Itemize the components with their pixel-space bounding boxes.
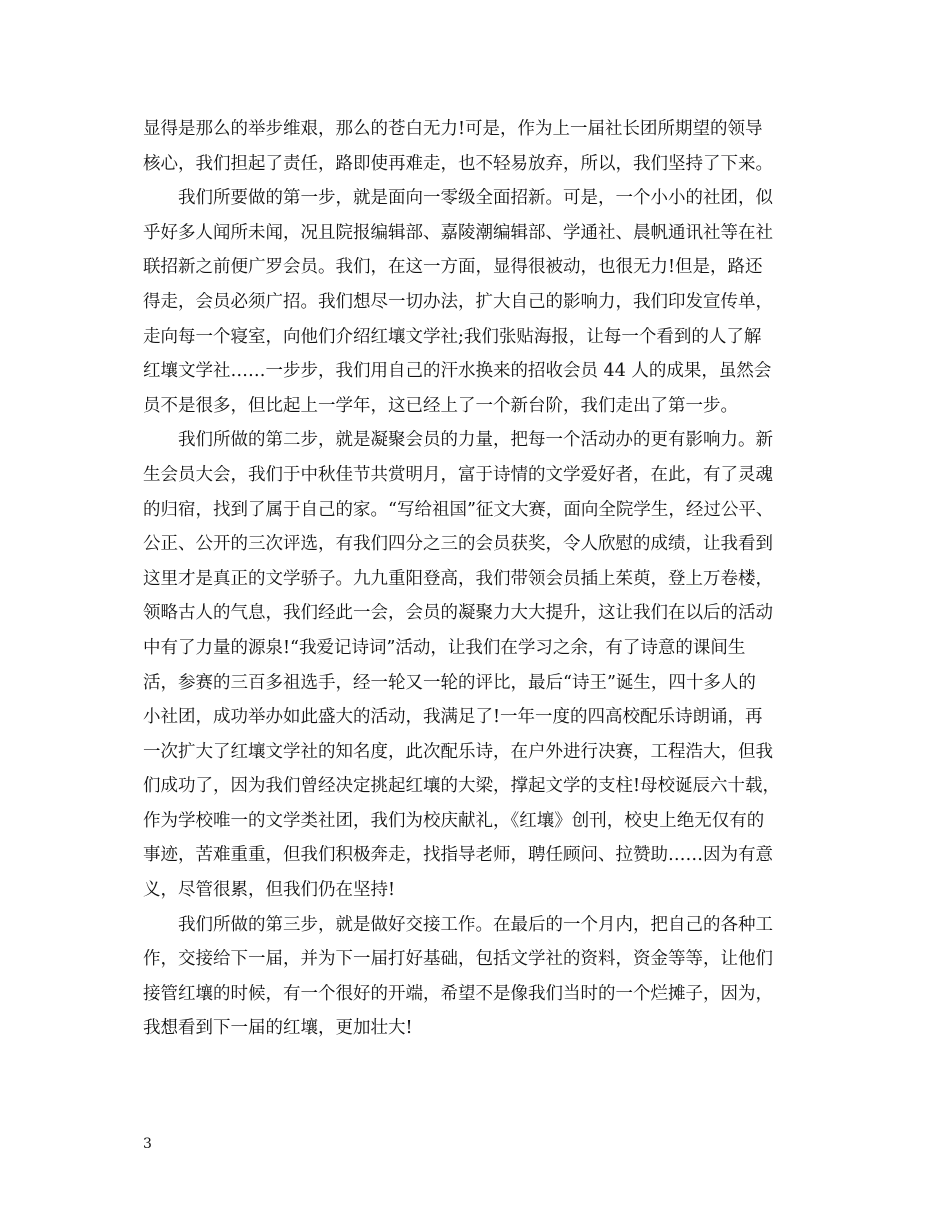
text-line: 乎好多人闻所未闻，况且院报编辑部、嘉陵潮编辑部、学通社、晨帆通讯社等在社 — [143, 222, 773, 243]
body-text — [143, 112, 833, 1046]
paragraph-start-line: 我们所要做的第一步，就是面向一零级全面招新。可是，一个小小的社团，似 — [178, 188, 773, 209]
text-line: 得走，会员必须广招。我们想尽一切办法，扩大自己的影响力，我们印发宣传单， — [143, 291, 773, 312]
text-line: 显得是那么的举步维艰，那么的苍白无力!可是，作为上一届社长团所期望的领导 — [143, 119, 763, 139]
text-line: 作，交接给下一届，并为下一届打好基础，包括文学社的资料，资金等等，让他们 — [143, 949, 773, 970]
text-line: 我想看到下一届的红壤，更加壮大! — [143, 1018, 413, 1039]
text-line: 接管红壤的时候，有一个很好的开端，希望不是像我们当时的一个烂摊子，因为， — [143, 983, 773, 1004]
text-line: 公正、公开的三次评选，有我们四分之三的会员获奖，令人欣慰的成绩，让我看到 — [143, 534, 773, 555]
text-line: 走向每一个寝室，向他们介绍红壤文学社;我们张贴海报，让每一个看到的人了解 — [143, 326, 762, 347]
text-line: 核心，我们担起了责任，路即使再难走，也不轻易放弃，所以，我们坚持了下来。 — [143, 153, 773, 174]
text-line: 活，参赛的三百多祖选手，经一轮又一轮的评比，最后“诗王”诞生，四十多人的 — [143, 672, 756, 693]
text-line: 员不是很多，但比起上一学年，这已经上了一个新台阶，我们走出了第一步。 — [143, 395, 738, 416]
text-line: 们成功了，因为我们曾经决定挑起红壤的大梁，撑起文学的支柱!母校诞辰六十载， — [143, 776, 781, 797]
page-number: 3 — [143, 1136, 152, 1152]
paragraph-start-line: 我们所做的第二步，就是凝聚会员的力量，把每一个活动办的更有影响力。新 — [178, 430, 773, 451]
text-line: 义，尽管很累，但我们仍在坚持! — [143, 880, 396, 901]
text-line: 生会员大会，我们于中秋佳节共赏明月，富于诗情的文学爱好者，在此，有了灵魂 — [143, 464, 773, 485]
text-line: 作为学校唯一的文学类社团，我们为校庆献礼，《红壤》创刊，校史上绝无仅有的 — [143, 810, 765, 831]
text-line: 事迹，苦难重重，但我们积极奔走，找指导老师，聘任顾问、拉赞助……因为有意 — [143, 845, 773, 866]
paragraph-start-line: 我们所做的第三步，就是做好交接工作。在最后的一个月内，把自己的各种工 — [178, 914, 773, 935]
text-line: 一次扩大了红壤文学社的知名度，此次配乐诗，在户外进行决赛，工程浩大，但我 — [143, 741, 773, 762]
text-line: 红壤文学社……一步步，我们用自己的汗水换来的招收会员 44 人的成果，虽然会 — [143, 361, 772, 382]
text-line: 这里才是真正的文学骄子。九九重阳登高，我们带领会员插上茱萸，登上万卷楼， — [143, 568, 773, 589]
text-line: 的归宿，找到了属于自己的家。“写给祖国”征文大赛，面向全院学生，经过公平、 — [143, 499, 774, 520]
text-line: 领略古人的气息，我们经此一会，会员的凝聚力大大提升，这让我们在以后的活动 — [143, 603, 773, 624]
text-line: 中有了力量的源泉!“我爱记诗词”活动，让我们在学习之余，有了诗意的课间生 — [143, 637, 746, 658]
text-line: 小社团，成功举办如此盛大的活动，我满足了!一年一度的四高校配乐诗朗诵，再 — [143, 707, 763, 728]
text-line: 联招新之前便广罗会员。我们，在这一方面，显得很被动，也很无力!但是，路还 — [143, 257, 763, 278]
